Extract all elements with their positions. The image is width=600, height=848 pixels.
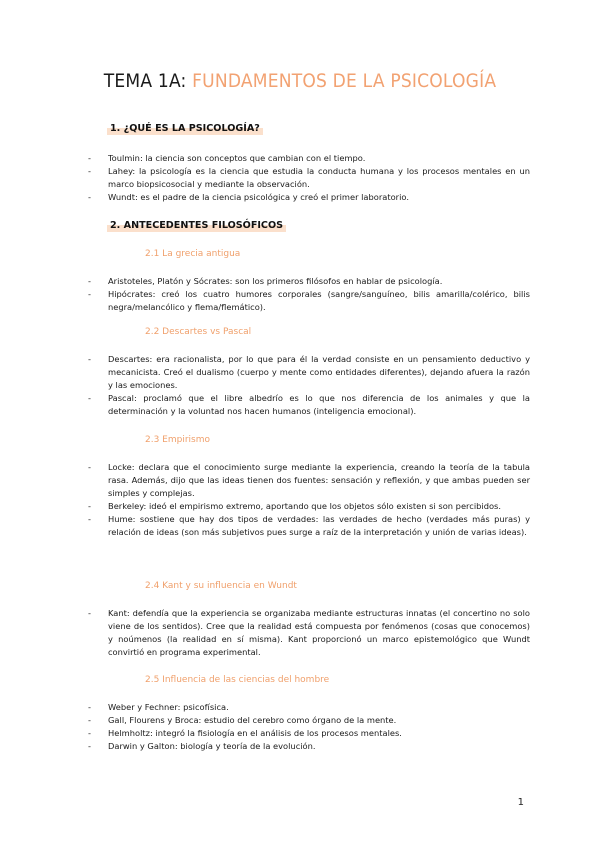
subsection-heading: 2.2 Descartes vs Pascal (145, 327, 252, 337)
section-heading: 1. ¿QUÉ ES LA PSICOLOGÍA? (107, 122, 263, 135)
bullet-list (88, 607, 530, 659)
bullet-list (88, 461, 530, 539)
bullet-list (88, 275, 530, 314)
list-item: - Locke: declara que el conocimiento surge mediante la experiencia, creando la teoría de la tabula rasa. Además, dijo que las ideas tienen dos fuentes: sensación y reflexión, y que ambas pueden ser simples y complejas. (88, 462, 530, 498)
bullet-list (88, 701, 530, 753)
subsection-heading: 2.1 La grecia antigua (145, 249, 241, 259)
list-item: - Toulmin: la ciencia son conceptos que cambian con el tiempo. (88, 153, 366, 163)
list-item: - Hipócrates: creó los cuatro humores corporales (sangre/sanguíneo, bilis amarilla/colérico, bilis negra/melancólico y flema/flemático). (88, 289, 530, 312)
subsection-heading: 2.4 Kant y su influencia en Wundt (145, 581, 297, 591)
page-title (0, 70, 600, 92)
subsection-heading: 2.5 Influencia de las ciencias del hombre (145, 675, 330, 685)
title-prefix: TEMA 1A: (103, 70, 187, 92)
list-item: - Kant: defendía que la experiencia se organizaba mediante estructuras innatas (el concertino no solo viene de los sentidos). Cree que la realidad está compuesta por fenómenos (cosas que conocemos) y noúmenos (la realidad en sí misma). Kant proporcionó un marco epistemológico que Wundt convirtió en programa experimental. (88, 608, 530, 657)
list-item: - Pascal: proclamó que el libre albedrío es lo que nos diferencia de los animales y que la determinación y la voluntad nos hacen humanos (inteligencia emocional). (88, 393, 530, 416)
page-number: 1 (517, 797, 524, 808)
list-item: - Descartes: era racionalista, por lo que para él la verdad consiste en un pensamiento deductivo y mecanicista. Creó el dualismo (cuerpo y mente como entidades diferentes), dejando afuera la razón y las emociones. (88, 354, 530, 390)
list-item: - Lahey: la psicología es la ciencia que estudia la conducta humana y los procesos mentales en un marco biopsicosocial y mediante la observación. (88, 166, 530, 189)
section-heading: 2. ANTECEDENTES FILOSÓFICOS (107, 219, 286, 232)
title-main: FUNDAMENTOS DE LA PSICOLOGÍA (192, 70, 497, 92)
list-item: - Darwin y Galton: biología y teoría de la evolución. (88, 741, 316, 751)
subsection-heading: 2.3 Empirismo (145, 435, 211, 445)
bullet-list (88, 353, 530, 418)
list-item: - Gall, Flourens y Broca: estudio del cerebro como órgano de la mente. (88, 715, 397, 725)
list-item: - Wundt: es el padre de la ciencia psicológica y creó el primer laboratorio. (88, 192, 409, 202)
list-item: - Berkeley: ideó el empirismo extremo, aportando que los objetos sólo existen si son percibidos. (88, 501, 502, 511)
list-item: - Helmholtz: integró la fisiología en el análisis de los procesos mentales. (88, 728, 402, 738)
bullet-list (88, 152, 530, 204)
list-item: - Hume: sostiene que hay dos tipos de verdades: las verdades de hecho (verdades más puras) y relación de ideas (son más subjetivos pues surge a raíz de la interpretación y unión de varias ideas). (88, 514, 530, 537)
list-item: - Weber y Fechner: psicofísica. (88, 702, 229, 712)
list-item: - Aristoteles, Platón y Sócrates: son los primeros filósofos en hablar de psicología. (88, 276, 443, 286)
